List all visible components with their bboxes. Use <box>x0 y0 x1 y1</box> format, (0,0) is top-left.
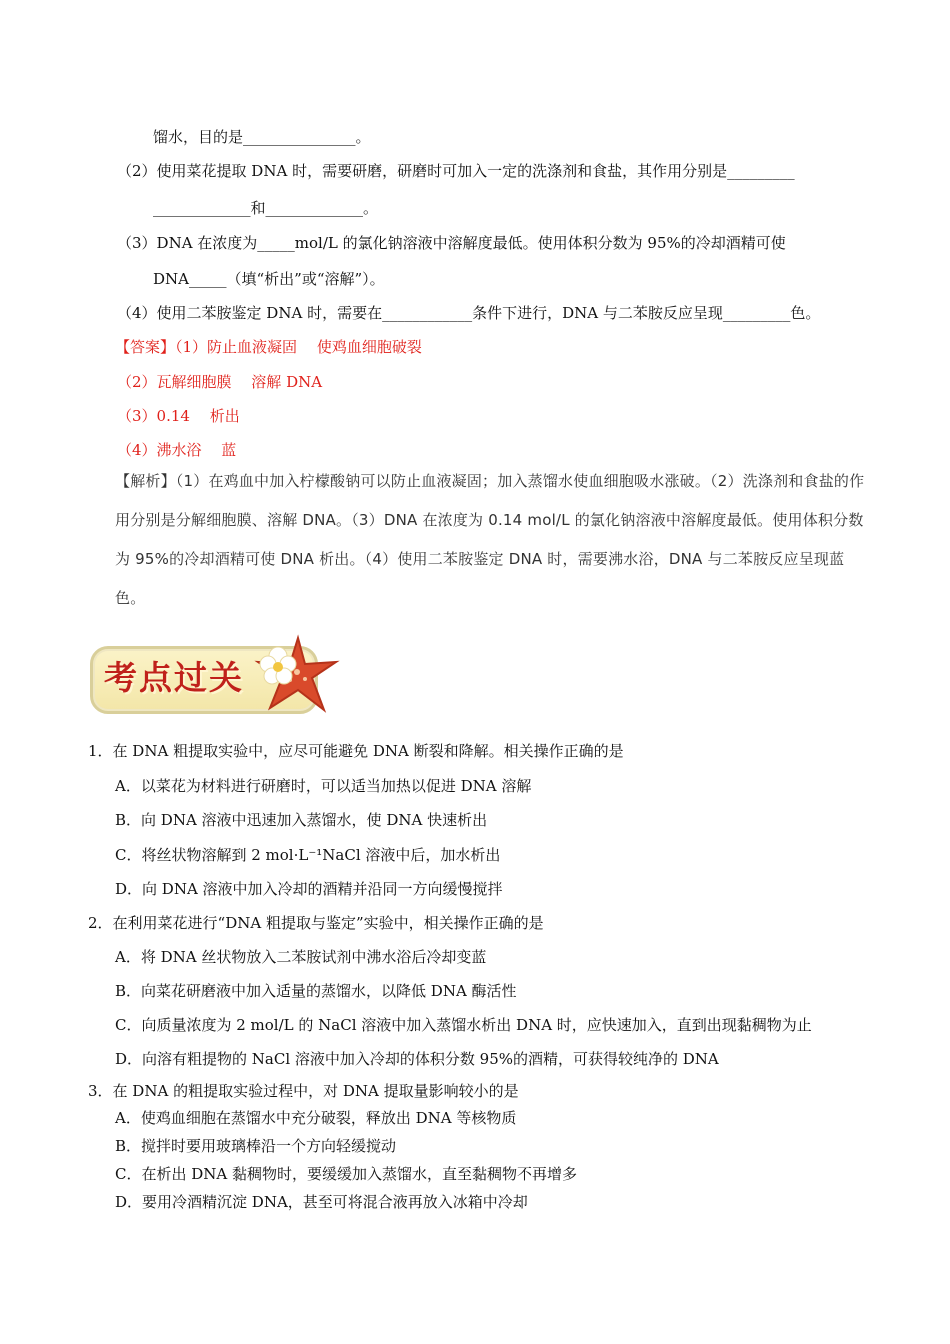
text-line: （2）使用菜花提取 DNA 时，需要研磨，研磨时可加入一定的洗涤剂和食盐，其作用分别是_________ <box>117 162 795 180</box>
question-option: D．向 DNA 溶液中加入冷却的酒精并沿同一方向缓慢搅拌 <box>115 880 503 898</box>
text-line: （3）DNA 在浓度为_____mol/L 的氯化钠溶液中溶解度最低。使用体积分数为 95%的冷却酒精可使 <box>117 234 786 252</box>
question-stem: 3．在 DNA 的粗提取实验过程中，对 DNA 提取量影响较小的是 <box>88 1082 519 1100</box>
answer-label: 【答案】 <box>115 338 176 356</box>
text-line: DNA_____（填“析出”或“溶解”）。 <box>153 270 385 288</box>
question-option: D．要用冷酒精沉淀 DNA，甚至可将混合液再放入冰箱中冷却 <box>115 1193 528 1211</box>
question-option: A．以菜花为材料进行研磨时，可以适当加热以促进 DNA 溶解 <box>115 777 532 795</box>
answer-line <box>115 337 422 357</box>
question-option: C．向质量浓度为 2 mol/L 的 NaCl 溶液中加入蒸馏水析出 DNA 时，应快速加入，直到出现黏稠物为止 <box>115 1016 812 1034</box>
question-option: C．将丝状物溶解到 2 mol·L⁻¹NaCl 溶液中后，加水析出 <box>115 846 501 864</box>
explanation-text: 【解析】（1）在鸡血中加入柠檬酸钠可以防止血液凝固；加入蒸馏水使血细胞吸水涨破。（2）洗涤剂和食盐的作用分别是分解细胞膜、溶解 DNA。（3）DNA 在浓度为 0.14 mol/L 的氯化钠溶液中溶解度最低。使用体积分数为 95%的冷却酒精可使 DNA 析出。（4）使用二苯胺鉴定 DNA 时，需要沸水浴，DNA 与二苯胺反应呈现蓝色。 <box>115 472 865 607</box>
answer-item: （1）防止血液凝固 使鸡血细胞破裂 <box>175 338 422 356</box>
starfish-icon <box>250 634 340 716</box>
question-option: B．搅拌时要用玻璃棒沿一个方向轻缓搅动 <box>115 1137 397 1155</box>
question-stem: 2．在利用菜花进行“DNA 粗提取与鉴定”实验中，相关操作正确的是 <box>88 914 544 932</box>
text-line: 馏水，目的是_______________。 <box>153 128 371 146</box>
banner-title: 考点过关 <box>104 658 244 697</box>
question-option: A．将 DNA 丝状物放入二苯胺试剂中沸水浴后冷却变蓝 <box>115 948 487 966</box>
flower-icon <box>260 647 296 684</box>
section-banner <box>90 634 340 716</box>
answer-item: （4）沸水浴 蓝 <box>117 441 237 459</box>
question-stem: 1．在 DNA 粗提取实验中，应尽可能避免 DNA 断裂和降解。相关操作正确的是 <box>88 742 624 760</box>
question-option: D．向溶有粗提物的 NaCl 溶液中加入冷却的体积分数 95%的酒精，可获得较纯净的 DNA <box>115 1050 719 1068</box>
answer-item: （2）瓦解细胞膜 溶解 DNA <box>117 373 323 391</box>
question-option: B．向菜花研磨液中加入适量的蒸馏水，以降低 DNA 酶活性 <box>115 982 517 1000</box>
answer-item: （3）0.14 析出 <box>117 407 240 425</box>
question-option: A．使鸡血细胞在蒸馏水中充分破裂，释放出 DNA 等核物质 <box>115 1109 517 1127</box>
question-option: B．向 DNA 溶液中迅速加入蒸馏水，使 DNA 快速析出 <box>115 811 488 829</box>
text-line: _____________和_____________。 <box>153 199 379 217</box>
question-option: C．在析出 DNA 黏稠物时，要缓缓加入蒸馏水，直至黏稠物不再增多 <box>115 1165 577 1183</box>
text-line: （4）使用二苯胺鉴定 DNA 时，需要在____________条件下进行，DNA 与二苯胺反应呈现_________色。 <box>117 304 821 322</box>
